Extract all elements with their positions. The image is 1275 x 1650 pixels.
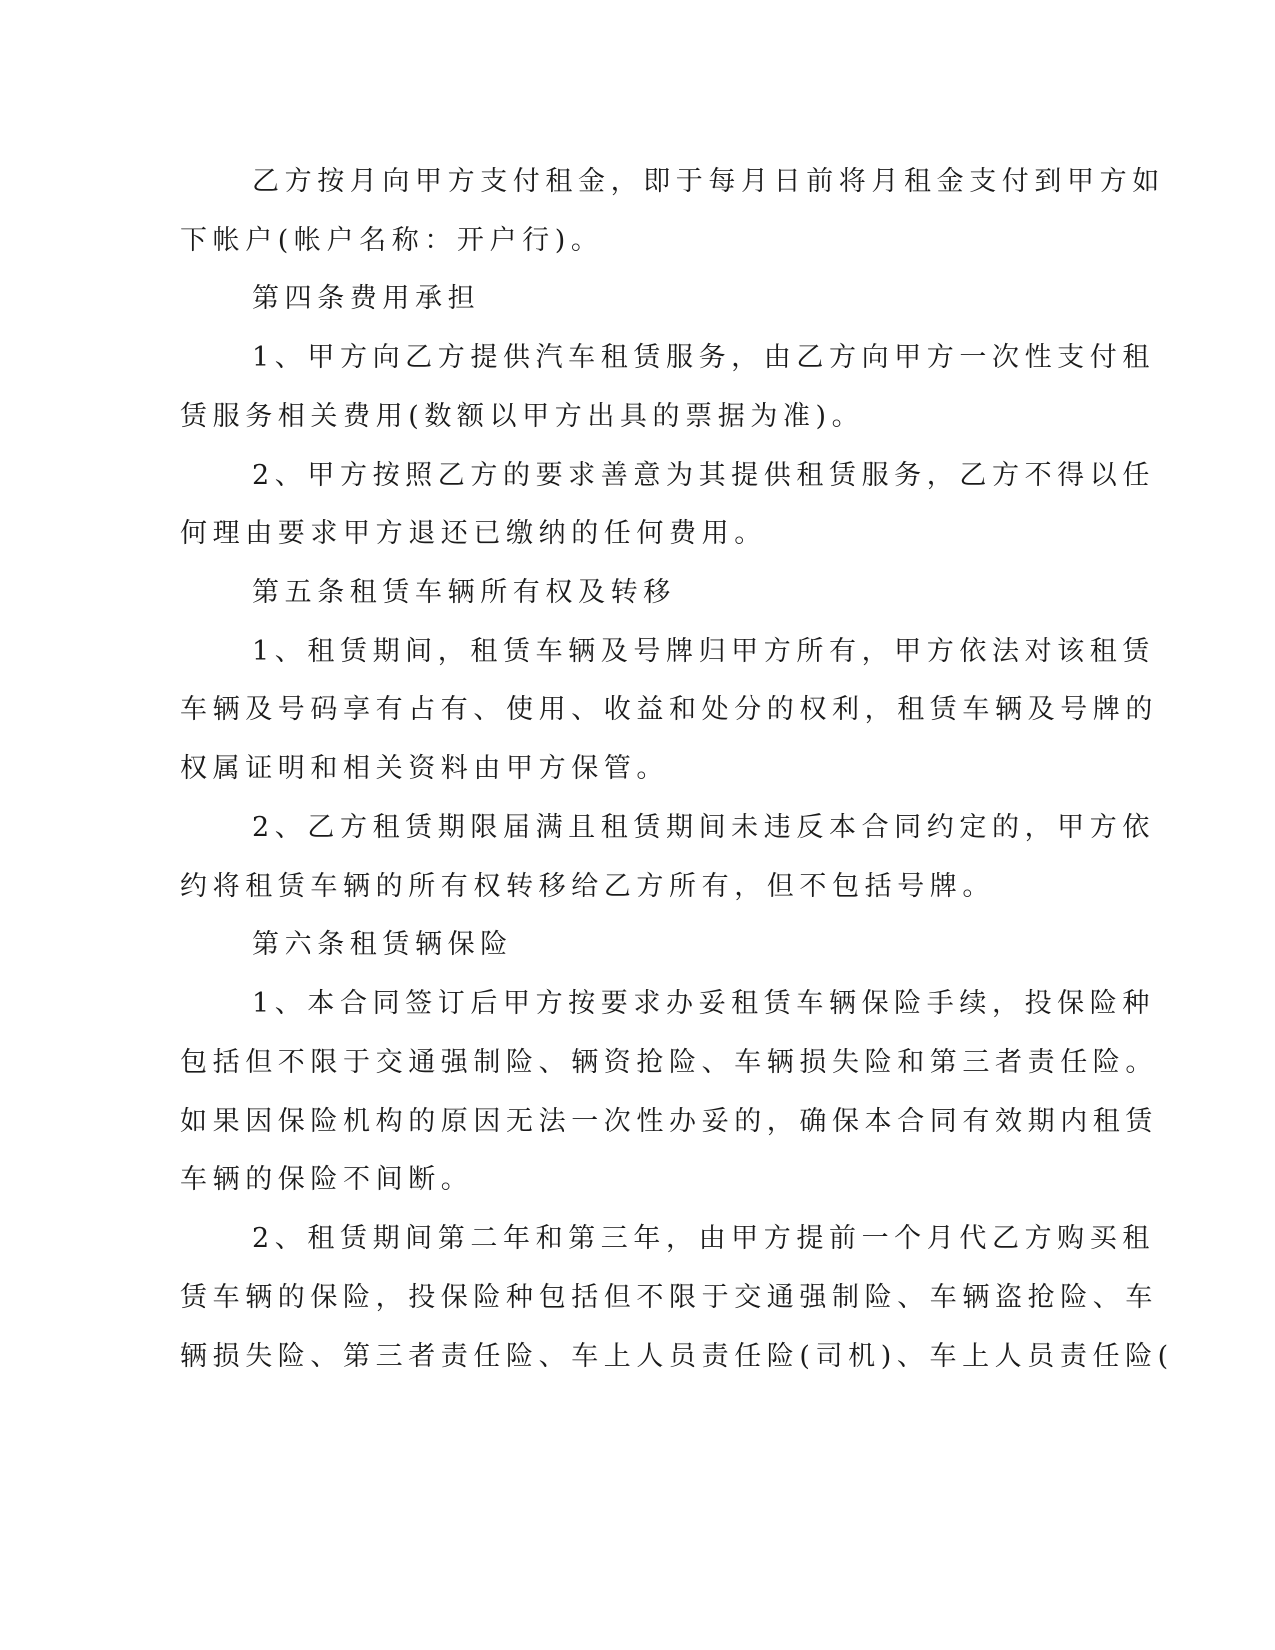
text-line: 包括但不限于交通强制险、辆资抢险、车辆损失险和第三者责任险。 <box>180 1047 1158 1078</box>
text-line: 乙方按月向甲方支付租金，即于每月日前将月租金支付到甲方如 <box>252 166 1165 197</box>
section-heading: 第六条租赁辆保险 <box>252 929 513 960</box>
text-line: 约将租赁车辆的所有权转移给乙方所有，但不包括号牌。 <box>180 871 995 902</box>
section-heading: 第四条费用承担 <box>252 283 481 314</box>
text-line: 赁车辆的保险，投保险种包括但不限于交通强制险、车辆盗抢险、车 <box>180 1282 1158 1313</box>
text-line: 何理由要求甲方退还已缴纳的任何费用。 <box>180 518 767 549</box>
text-line: 权属证明和相关资料由甲方保管。 <box>180 753 669 784</box>
text-line: 1、本合同签订后甲方按要求办妥租赁车辆保险手续，投保险种 <box>252 988 1155 1019</box>
text-line: 辆损失险、第三者责任险、车上人员责任险(司机)、车上人员责任险( <box>180 1341 1174 1372</box>
text-line: 2、乙方租赁期限届满且租赁期间未违反本合同约定的，甲方依 <box>252 812 1155 843</box>
text-line: 赁服务相关费用(数额以甲方出具的票据为准)。 <box>180 401 865 432</box>
text-line: 2、租赁期间第二年和第三年，由甲方提前一个月代乙方购买租 <box>252 1223 1155 1254</box>
text-line: 车辆的保险不间断。 <box>180 1164 474 1195</box>
section-heading: 第五条租赁车辆所有权及转移 <box>252 577 676 608</box>
text-line: 1、甲方向乙方提供汽车租赁服务，由乙方向甲方一次性支付租 <box>252 342 1155 373</box>
text-line: 车辆及号码享有占有、使用、收益和处分的权利，租赁车辆及号牌的 <box>180 694 1158 725</box>
text-line: 2、甲方按照乙方的要求善意为其提供租赁服务，乙方不得以任 <box>252 460 1155 491</box>
text-line: 下帐户(帐户名称：开户行)。 <box>180 225 604 256</box>
text-line: 1、租赁期间，租赁车辆及号牌归甲方所有，甲方依法对该租赁 <box>252 636 1155 667</box>
text-line: 如果因保险机构的原因无法一次性办妥的，确保本合同有效期内租赁 <box>180 1106 1158 1137</box>
